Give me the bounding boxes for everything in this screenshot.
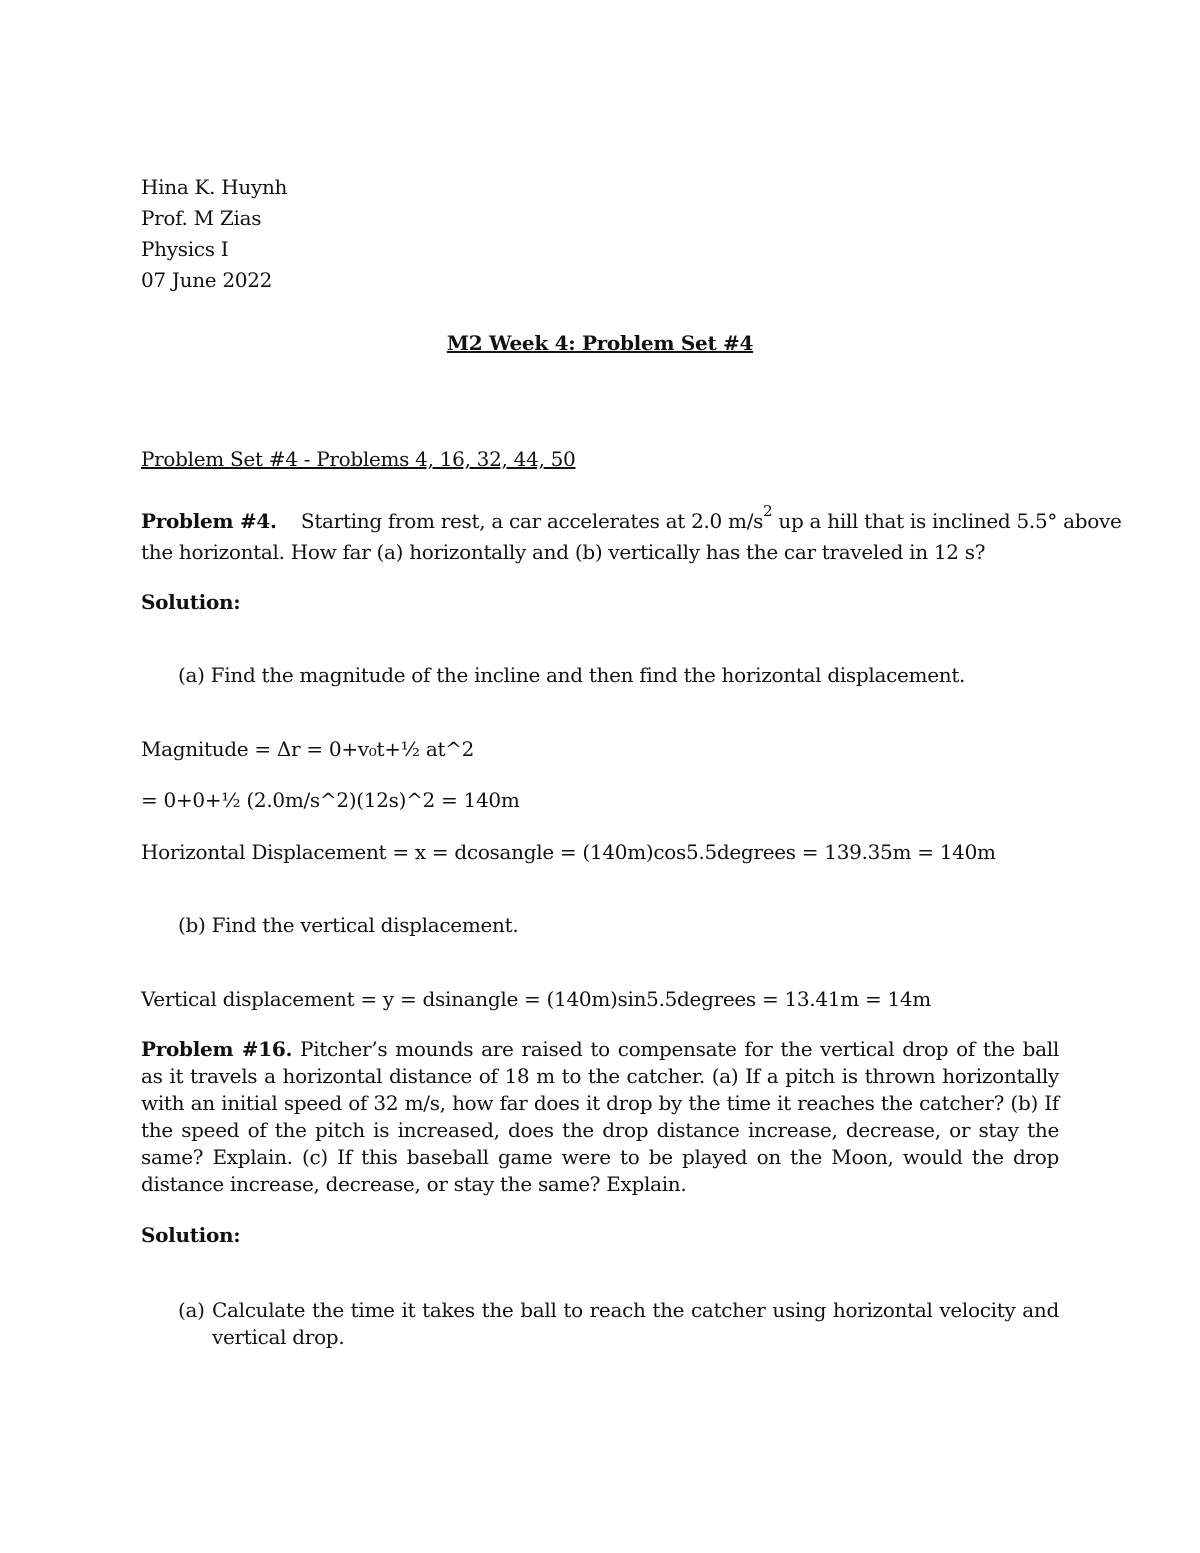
problem-4-solution-label: Solution:	[141, 590, 241, 614]
problem-set-subtitle: Problem Set #4 - Problems 4, 16, 32, 44, 50	[141, 447, 576, 471]
part-a-label: (a)	[178, 1298, 205, 1322]
equation-magnitude: Magnitude = Δr = 0+v₀t+½ at^2	[141, 737, 475, 761]
part-a-text: Calculate the time it takes the ball to reach the catcher using horizontal velocity and vertical drop.	[212, 1298, 1059, 1349]
problem-4-statement-line1	[141, 502, 1122, 533]
professor-name: Prof. M Zias	[141, 206, 262, 230]
problem-4-statement-line2: the horizontal. How far (a) horizontally and (b) vertically has the car traveled in 12 s?	[141, 540, 986, 564]
author-name: Hina K. Huynh	[141, 175, 288, 199]
problem-16-solution-label: Solution:	[141, 1223, 241, 1247]
problem-16-text: Pitcher’s mounds are raised to compensate for the vertical drop of the ball as it travels a horizontal distance of 18 m to the catcher. (a) If a pitch is thrown horizontally with an initial speed of 32 m/s, how far does it drop by the time it reaches the catcher? (b) If the speed of the pitch is increased, does the drop distance increase, decrease, or stay the same? Explain. (c) If this baseball game were to be played on the Moon, would the drop distance increase, decrease, or stay the same? Explain.	[141, 1037, 1059, 1196]
course-name: Physics I	[141, 237, 229, 261]
superscript-2: 2	[763, 502, 773, 520]
problem-4-text-end: up a hill that is inclined 5.5° above	[772, 509, 1122, 533]
problem-16-part-a	[178, 1297, 1059, 1351]
equation-horizontal-displacement: Horizontal Displacement = x = dcosangle = (140m)cos5.5degrees = 139.35m = 140m	[141, 840, 996, 864]
problem-4-part-b: (b) Find the vertical displacement.	[178, 913, 519, 937]
problem-16-statement	[141, 1036, 1059, 1198]
problem-4-text-start: Starting from rest, a car accelerates at 2.0 m/s	[300, 509, 764, 533]
date: 07 June 2022	[141, 268, 273, 292]
problem-4-label: Problem #4.	[141, 509, 277, 533]
problem-16-label: Problem #16.	[141, 1037, 293, 1061]
problem-4-part-a: (a) Find the magnitude of the incline and then find the horizontal displacement.	[178, 663, 966, 687]
equation-magnitude-value: = 0+0+½ (2.0m/s^2)(12s)^2 = 140m	[141, 788, 520, 812]
page-title: M2 Week 4: Problem Set #4	[446, 331, 754, 355]
equation-vertical-displacement: Vertical displacement = y = dsinangle = (140m)sin5.5degrees = 13.41m = 14m	[141, 987, 931, 1011]
